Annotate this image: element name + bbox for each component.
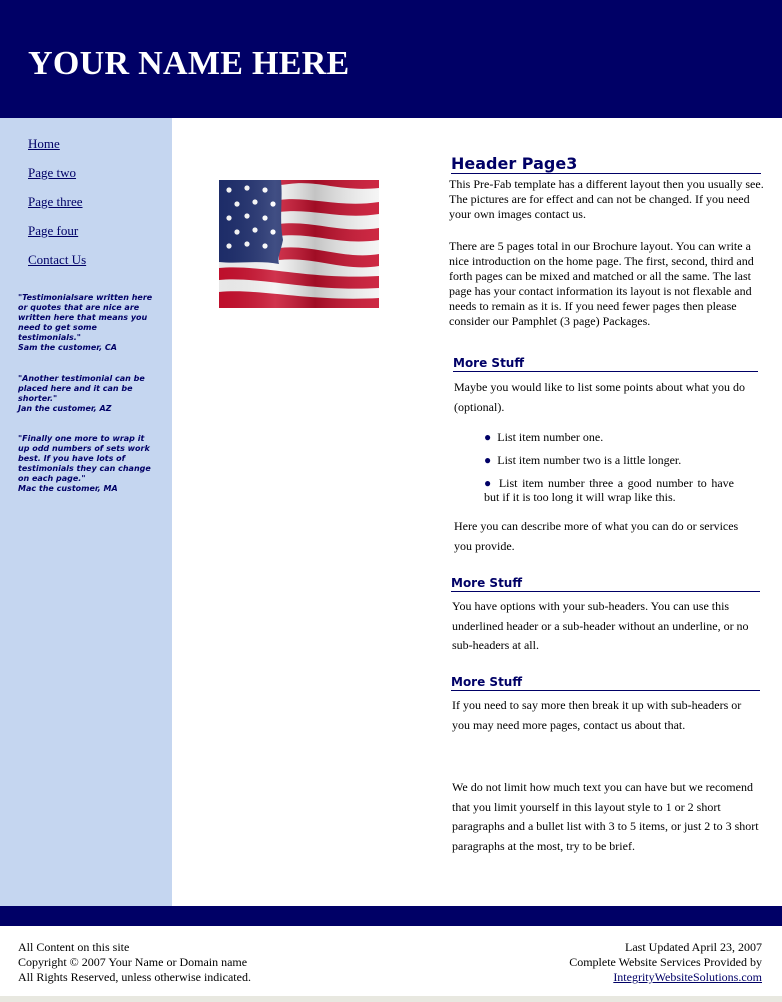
section-paragraph: Here you can describe more of what you can do or services you provide.	[454, 519, 739, 553]
footer-text: All Content on this site	[18, 940, 130, 954]
footer-text: Complete Website Services Provided by	[569, 955, 762, 969]
section-paragraph: Maybe you would like to list some points about what you do (optional).	[454, 380, 745, 414]
section-paragraph: We do not limit how much text you can have but we recomend that you limit yourself in this layout style to 1 or 2 short paragraphs and a bullet list with 3 to 5 items, or just 2 to 3 short paragraphs at the most, try to be brief.	[452, 780, 759, 853]
nav-link-contact-us[interactable]: Contact Us	[28, 252, 87, 267]
section-paragraph: If you need to say more then break it up with sub-headers or you may need more pages, contact us about that.	[452, 698, 742, 732]
testimonial-author: Sam the customer, CA	[18, 343, 117, 352]
list-item-text: List item number one.	[497, 430, 604, 444]
nav-link-home[interactable]: Home	[28, 136, 60, 151]
footer-copyright: Copyright © 2007 Your Name or Domain name	[18, 955, 248, 969]
section-paragraph: You have options with your sub-headers. You can use this underlined header or a sub-header without an underline, or no sub-headers at all.	[452, 599, 749, 652]
nav-link-page-four[interactable]: Page four	[28, 223, 79, 238]
testimonial-quote: "Testimonialsare written here or quotes that are nice are written here that means you need to get some testimonials."	[18, 293, 153, 342]
american-flag-icon	[219, 180, 379, 308]
footer-text: All Rights Reserved, unless otherwise indicated.	[18, 970, 251, 984]
bullet-icon: ●	[484, 476, 493, 490]
bullet-icon: ●	[484, 453, 492, 467]
bullet-icon: ●	[484, 430, 492, 444]
list-item	[484, 453, 754, 467]
nav-link-page-three[interactable]: Page three	[28, 194, 83, 209]
testimonial-quote: "Another testimonial can be placed here and it can be shorter."	[18, 374, 145, 403]
intro-paragraph: This Pre-Fab template has a different layout then you usually see. The pictures are for effect and can not be changed. If you need your own images contact us.	[449, 177, 764, 221]
page-title: Header Page3	[451, 154, 761, 174]
list-item	[484, 476, 734, 504]
testimonial	[18, 293, 158, 353]
testimonial-author: Jan the customer, AZ	[18, 404, 112, 413]
list-item-text: List item number two is a little longer.	[497, 453, 682, 467]
footer-provider-link[interactable]: IntegrityWebsiteSolutions.com	[613, 970, 762, 984]
testimonial-author: Mac the customer, MA	[18, 484, 118, 493]
testimonial	[18, 374, 158, 414]
testimonial	[18, 434, 158, 494]
site-title: YOUR NAME HERE	[28, 45, 350, 82]
footer-divider	[0, 996, 782, 1002]
list-item-text: List item number three a good number to have but if it is too long it will wrap like this.	[484, 476, 735, 504]
american-flag-photo	[219, 180, 379, 308]
list-item	[484, 430, 754, 444]
testimonial-quote: "Finally one more to wrap it up odd numbers of sets work best. If you have lots of testimonials they can change on each page."	[18, 434, 151, 483]
sidebar	[0, 118, 172, 906]
footer-bar	[0, 906, 782, 926]
nav-link-page-two[interactable]: Page two	[28, 165, 77, 180]
section-header: More Stuff	[453, 356, 758, 372]
section-header: More Stuff	[451, 675, 760, 691]
site-footer	[0, 926, 782, 996]
footer-last-updated: Last Updated April 23, 2007	[625, 940, 762, 954]
section-header: More Stuff	[451, 576, 760, 592]
site-header	[0, 0, 782, 118]
pages-info-paragraph: There are 5 pages total in our Brochure layout. You can write a nice introduction on the home page. The first, second, third and forth pages can be mixed and matched or all the same. The last page has your contact information its layout is not flexable and needs to remain as it is. If you need fewer pages then please consider our Pamphlet (3 page) Packages.	[449, 239, 754, 328]
